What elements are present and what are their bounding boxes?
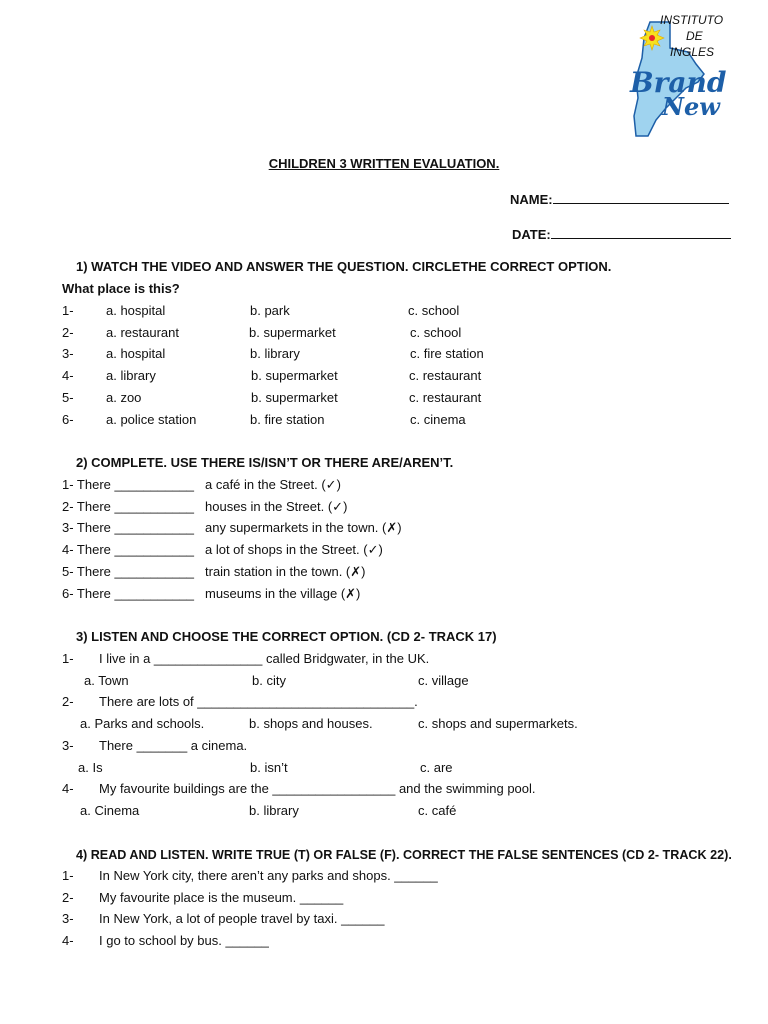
s1-option-a[interactable]: a. hospital	[106, 346, 166, 361]
s1-option-c[interactable]: c. cinema	[410, 412, 466, 427]
s2-item-rest: houses in the Street. (✓)	[205, 499, 348, 514]
s2-item-rest: a café in the Street. (✓)	[205, 477, 341, 492]
institute-logo	[626, 8, 736, 140]
s2-item-rest: museums in the village (✗)	[205, 586, 361, 601]
s4-item-num: 1-	[62, 868, 74, 883]
s1-option-a[interactable]: a. police station	[106, 412, 197, 427]
date-label: DATE:	[512, 227, 551, 242]
s1-item-num: 6-	[62, 412, 74, 427]
s3-option-c[interactable]: c. village	[418, 673, 469, 688]
s3-option-a[interactable]: a. Parks and schools.	[80, 716, 205, 731]
logo-text-line2: DE	[686, 29, 703, 43]
s2-item-rest: any supermarkets in the town. (✗)	[205, 520, 402, 535]
s1-item-num: 5-	[62, 390, 74, 405]
s3-question[interactable]: There are lots of ______________________________.	[99, 694, 418, 709]
s3-option-a[interactable]: a. Town	[84, 673, 129, 688]
s1-option-b[interactable]: b. supermarket	[251, 368, 338, 383]
s2-item-rest: train station in the town. (✗)	[205, 564, 366, 579]
s1-option-a[interactable]: a. hospital	[106, 303, 166, 318]
s1-option-c[interactable]: c. restaurant	[409, 368, 482, 383]
date-field[interactable]	[512, 225, 731, 243]
s2-item-lead[interactable]: 3- There ___________	[62, 520, 195, 535]
s2-item-lead[interactable]: 2- There ___________	[62, 499, 195, 514]
s1-item-num: 2-	[62, 325, 74, 340]
s1-option-c[interactable]: c. restaurant	[409, 390, 482, 405]
s3-question[interactable]: I live in a _______________ called Bridgwater, in the UK.	[99, 651, 430, 666]
name-label: NAME:	[510, 192, 553, 207]
s3-question[interactable]: My favourite buildings are the _________________ and the swimming pool.	[99, 781, 536, 796]
s3-option-c[interactable]: c. are	[420, 760, 453, 775]
page-title: CHILDREN 3 WRITTEN EVALUATION.	[268, 156, 500, 171]
s1-item-num: 4-	[62, 368, 74, 383]
s1-option-b[interactable]: b. supermarket	[251, 390, 338, 405]
s1-option-c[interactable]: c. school	[410, 325, 462, 340]
s4-item-num: 2-	[62, 890, 74, 905]
section4-heading: 4) READ AND LISTEN. WRITE TRUE (T) OR FALSE (F). CORRECT THE FALSE SENTENCES (CD 2- TRACK 22).	[76, 848, 732, 862]
section2-heading: 2) COMPLETE. USE THERE IS/ISN’T OR THERE ARE/AREN’T.	[76, 455, 454, 470]
section3-heading: 3) LISTEN AND CHOOSE THE CORRECT OPTION. (CD 2- TRACK 17)	[76, 629, 497, 644]
s4-statement[interactable]: In New York city, there aren’t any parks and shops. ______	[99, 868, 438, 883]
s1-item-num: 3-	[62, 346, 74, 361]
s3-item-num: 2-	[62, 694, 74, 709]
s2-item-lead[interactable]: 5- There ___________	[62, 564, 195, 579]
s1-option-b[interactable]: b. supermarket	[249, 325, 336, 340]
s1-option-c[interactable]: c. school	[408, 303, 460, 318]
s3-option-c[interactable]: c. shops and supermarkets.	[418, 716, 578, 731]
s2-item-lead[interactable]: 4- There ___________	[62, 542, 195, 557]
s3-option-b[interactable]: b. shops and houses.	[249, 716, 373, 731]
date-line[interactable]	[551, 225, 731, 239]
s3-question[interactable]: There _______ a cinema.	[99, 738, 248, 753]
s1-option-a[interactable]: a. zoo	[106, 390, 142, 405]
section1-question: What place is this?	[62, 281, 180, 296]
s3-option-b[interactable]: b. city	[252, 673, 286, 688]
logo-text-line3: INGLES	[670, 45, 715, 59]
s3-item-num: 4-	[62, 781, 74, 796]
name-line[interactable]	[553, 190, 729, 204]
s4-statement[interactable]: In New York, a lot of people travel by taxi. ______	[99, 911, 385, 926]
s4-statement[interactable]: I go to school by bus. ______	[99, 933, 269, 948]
s2-item-rest: a lot of shops in the Street. (✓)	[205, 542, 383, 557]
section1-heading: 1) WATCH THE VIDEO AND ANSWER THE QUESTION. CIRCLETHE CORRECT OPTION.	[76, 259, 612, 274]
s1-option-b[interactable]: b. fire station	[250, 412, 325, 427]
s1-option-b[interactable]: b. library	[250, 346, 300, 361]
s2-item-lead[interactable]: 6- There ___________	[62, 586, 195, 601]
s4-item-num: 3-	[62, 911, 74, 926]
logo-text-line1: INSTITUTO	[660, 13, 724, 27]
logo-script-new: New	[662, 92, 720, 121]
name-field[interactable]	[510, 190, 729, 208]
s3-option-a[interactable]: a. Is	[78, 760, 103, 775]
s3-option-b[interactable]: b. isn’t	[250, 760, 288, 775]
s1-option-b[interactable]: b. park	[250, 303, 290, 318]
s1-option-c[interactable]: c. fire station	[410, 346, 484, 361]
s1-item-num: 1-	[62, 303, 74, 318]
sun-icon	[640, 26, 664, 50]
s1-option-a[interactable]: a. restaurant	[106, 325, 179, 340]
s4-item-num: 4-	[62, 933, 74, 948]
s3-option-b[interactable]: b. library	[249, 803, 299, 818]
s3-option-c[interactable]: c. café	[418, 803, 457, 818]
s2-item-lead[interactable]: 1- There ___________	[62, 477, 195, 492]
s3-item-num: 1-	[62, 651, 74, 666]
s1-option-a[interactable]: a. library	[106, 368, 156, 383]
logo-script-brand: Brand	[630, 66, 727, 99]
s3-option-a[interactable]: a. Cinema	[80, 803, 140, 818]
s3-item-num: 3-	[62, 738, 74, 753]
s4-statement[interactable]: My favourite place is the museum. ______	[99, 890, 344, 905]
